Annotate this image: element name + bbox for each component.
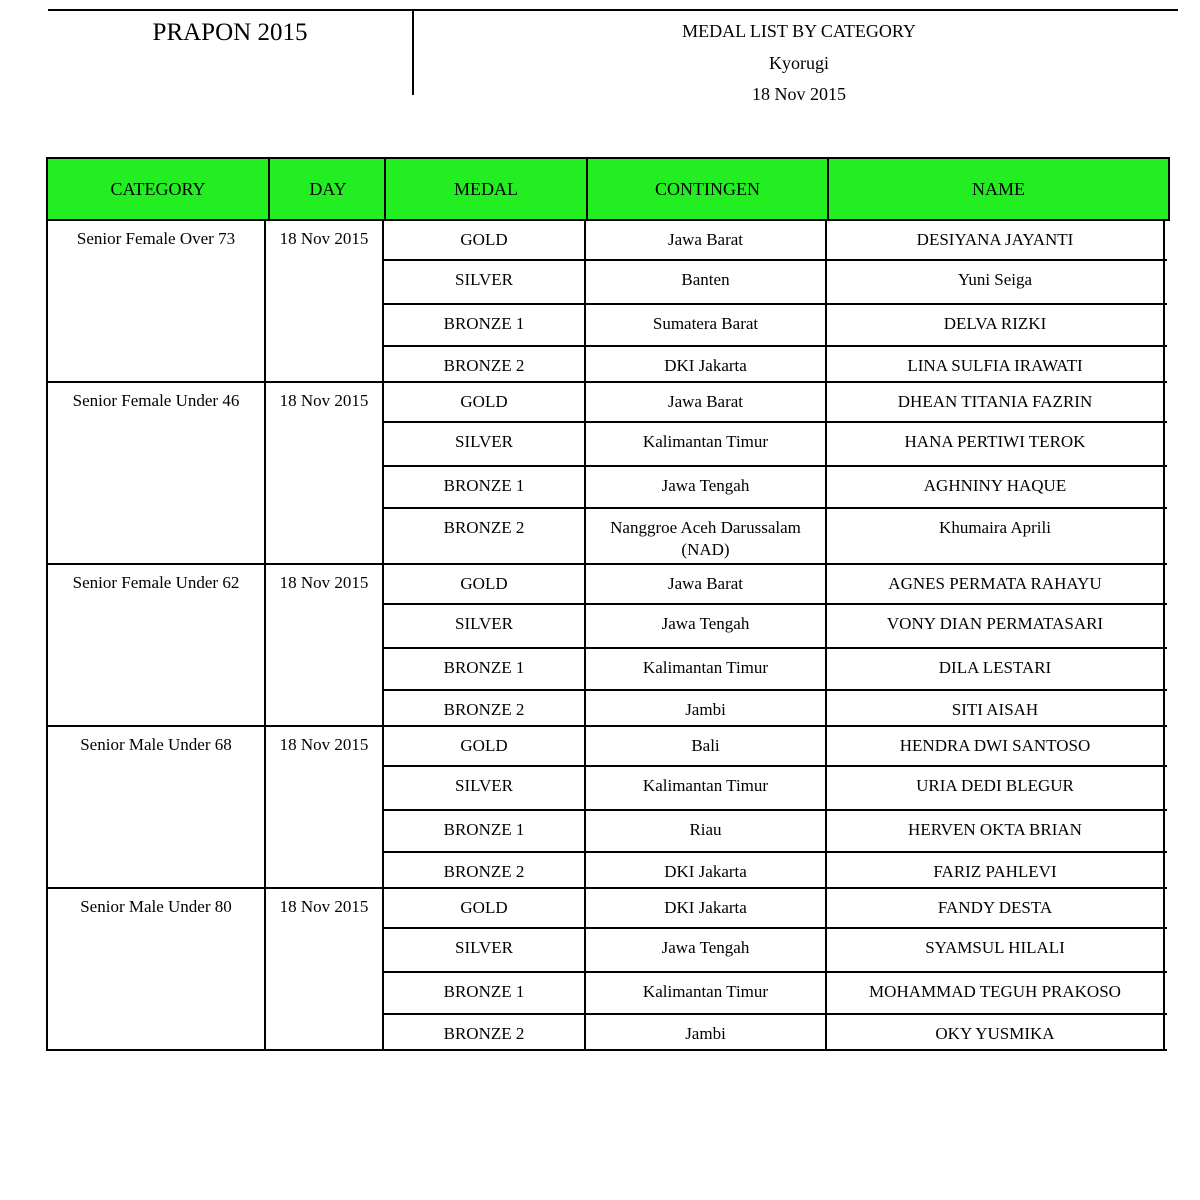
table-row xyxy=(384,809,1167,851)
contingent-cell: Kalimantan Timur xyxy=(586,423,827,465)
athlete-name-cell: FARIZ PAHLEVI xyxy=(827,853,1165,887)
discipline-label: Kyorugi xyxy=(769,53,829,73)
medal-cell: BRONZE 1 xyxy=(384,467,586,507)
contingent-cell: Kalimantan Timur xyxy=(586,649,827,689)
medal-cell: GOLD xyxy=(384,221,586,259)
medal-cell: BRONZE 2 xyxy=(384,853,586,887)
medal-cell: SILVER xyxy=(384,767,586,809)
table-row xyxy=(384,465,1167,507)
medal-cell: BRONZE 1 xyxy=(384,305,586,345)
table-row xyxy=(384,421,1167,465)
medal-cell: BRONZE 1 xyxy=(384,973,586,1013)
contingent-cell: Jawa Barat xyxy=(586,565,827,603)
medal-cell: GOLD xyxy=(384,565,586,603)
table-row xyxy=(384,889,1167,927)
medal-cell: BRONZE 1 xyxy=(384,649,586,689)
document-date: 18 Nov 2015 xyxy=(752,84,846,104)
category-cell: Senior Male Under 68 xyxy=(48,727,266,887)
column-header-name: NAME xyxy=(827,159,1168,219)
athlete-name-cell: VONY DIAN PERMATASARI xyxy=(827,605,1165,647)
medal-cell: SILVER xyxy=(384,929,586,971)
table-row xyxy=(384,383,1167,421)
table-row xyxy=(384,345,1167,381)
athlete-name-cell: AGNES PERMATA RAHAYU xyxy=(827,565,1165,603)
medal-cell: BRONZE 2 xyxy=(384,509,586,563)
table-row xyxy=(384,689,1167,725)
day-cell: 18 Nov 2015 xyxy=(266,383,384,563)
table-row xyxy=(384,927,1167,971)
day-cell: 18 Nov 2015 xyxy=(266,565,384,725)
contingent-cell: Jawa Tengah xyxy=(586,467,827,507)
athlete-name-cell: LINA SULFIA IRAWATI xyxy=(827,347,1165,381)
contingent-cell: Jambi xyxy=(586,1015,827,1049)
contingent-cell: Kalimantan Timur xyxy=(586,973,827,1013)
contingent-cell: Bali xyxy=(586,727,827,765)
table-row xyxy=(384,647,1167,689)
table-row xyxy=(384,603,1167,647)
day-cell: 18 Nov 2015 xyxy=(266,221,384,381)
medal-cell: BRONZE 1 xyxy=(384,811,586,851)
day-cell: 18 Nov 2015 xyxy=(266,889,384,1049)
athlete-name-cell: MOHAMMAD TEGUH PRAKOSO xyxy=(827,973,1165,1013)
athlete-name-cell: HENDRA DWI SANTOSO xyxy=(827,727,1165,765)
day-cell: 18 Nov 2015 xyxy=(266,727,384,887)
column-header-medal: MEDAL xyxy=(384,159,586,219)
category-group xyxy=(48,221,1167,381)
athlete-name-cell: HERVEN OKTA BRIAN xyxy=(827,811,1165,851)
table-row xyxy=(384,507,1167,563)
medal-cell: GOLD xyxy=(384,383,586,421)
category-cell: Senior Female Under 62 xyxy=(48,565,266,725)
athlete-name-cell: SITI AISAH xyxy=(827,691,1165,725)
contingent-cell: Nanggroe Aceh Darussalam (NAD) xyxy=(586,509,827,563)
event-title: PRAPON 2015 xyxy=(152,19,308,46)
category-group xyxy=(48,887,1167,1049)
medal-cell: SILVER xyxy=(384,261,586,303)
column-header-contingent: CONTINGEN xyxy=(586,159,827,219)
table-row xyxy=(384,221,1167,259)
athlete-name-cell: URIA DEDI BLEGUR xyxy=(827,767,1165,809)
medal-cell: SILVER xyxy=(384,605,586,647)
table-row xyxy=(384,259,1167,303)
table-header xyxy=(46,157,1170,221)
athlete-name-cell: DESIYANA JAYANTI xyxy=(827,221,1165,259)
contingent-cell: Sumatera Barat xyxy=(586,305,827,345)
contingent-cell: Riau xyxy=(586,811,827,851)
document-title: MEDAL LIST BY CATEGORY xyxy=(682,21,916,41)
header-top-rule xyxy=(48,9,1178,11)
athlete-name-cell: Yuni Seiga xyxy=(827,261,1165,303)
contingent-cell: Jawa Barat xyxy=(586,221,827,259)
medal-cell: SILVER xyxy=(384,423,586,465)
contingent-cell: DKI Jakarta xyxy=(586,347,827,381)
medal-cell: GOLD xyxy=(384,889,586,927)
athlete-name-cell: DHEAN TITANIA FAZRIN xyxy=(827,383,1165,421)
contingent-cell: Jambi xyxy=(586,691,827,725)
category-cell: Senior Female Under 46 xyxy=(48,383,266,563)
table-row xyxy=(384,851,1167,887)
table-row xyxy=(384,727,1167,765)
contingent-cell: Jawa Tengah xyxy=(586,605,827,647)
athlete-name-cell: OKY YUSMIKA xyxy=(827,1015,1165,1049)
category-group xyxy=(48,381,1167,563)
table-body xyxy=(46,221,1167,1051)
contingent-cell: DKI Jakarta xyxy=(586,889,827,927)
athlete-name-cell: SYAMSUL HILALI xyxy=(827,929,1165,971)
table-row xyxy=(384,565,1167,603)
table-row xyxy=(384,971,1167,1013)
athlete-name-cell: FANDY DESTA xyxy=(827,889,1165,927)
medal-cell: BRONZE 2 xyxy=(384,691,586,725)
athlete-name-cell: DELVA RIZKI xyxy=(827,305,1165,345)
athlete-name-cell: Khumaira Aprili xyxy=(827,509,1165,563)
contingent-cell: Banten xyxy=(586,261,827,303)
medal-cell: GOLD xyxy=(384,727,586,765)
athlete-name-cell: DILA LESTARI xyxy=(827,649,1165,689)
athlete-name-cell: AGHNINY HAQUE xyxy=(827,467,1165,507)
athlete-name-cell: HANA PERTIWI TEROK xyxy=(827,423,1165,465)
medal-table xyxy=(46,157,1170,1051)
contingent-cell: Kalimantan Timur xyxy=(586,767,827,809)
column-header-category: CATEGORY xyxy=(110,179,206,199)
table-row xyxy=(384,765,1167,809)
category-group xyxy=(48,725,1167,887)
medal-cell: BRONZE 2 xyxy=(384,347,586,381)
category-cell: Senior Female Over 73 xyxy=(48,221,266,381)
contingent-cell: DKI Jakarta xyxy=(586,853,827,887)
category-cell: Senior Male Under 80 xyxy=(48,889,266,1049)
column-header-day: DAY xyxy=(268,159,386,219)
contingent-cell: Jawa Barat xyxy=(586,383,827,421)
medal-cell: BRONZE 2 xyxy=(384,1015,586,1049)
table-row xyxy=(384,303,1167,345)
table-row xyxy=(384,1013,1167,1049)
contingent-cell: Jawa Tengah xyxy=(586,929,827,971)
category-group xyxy=(48,563,1167,725)
